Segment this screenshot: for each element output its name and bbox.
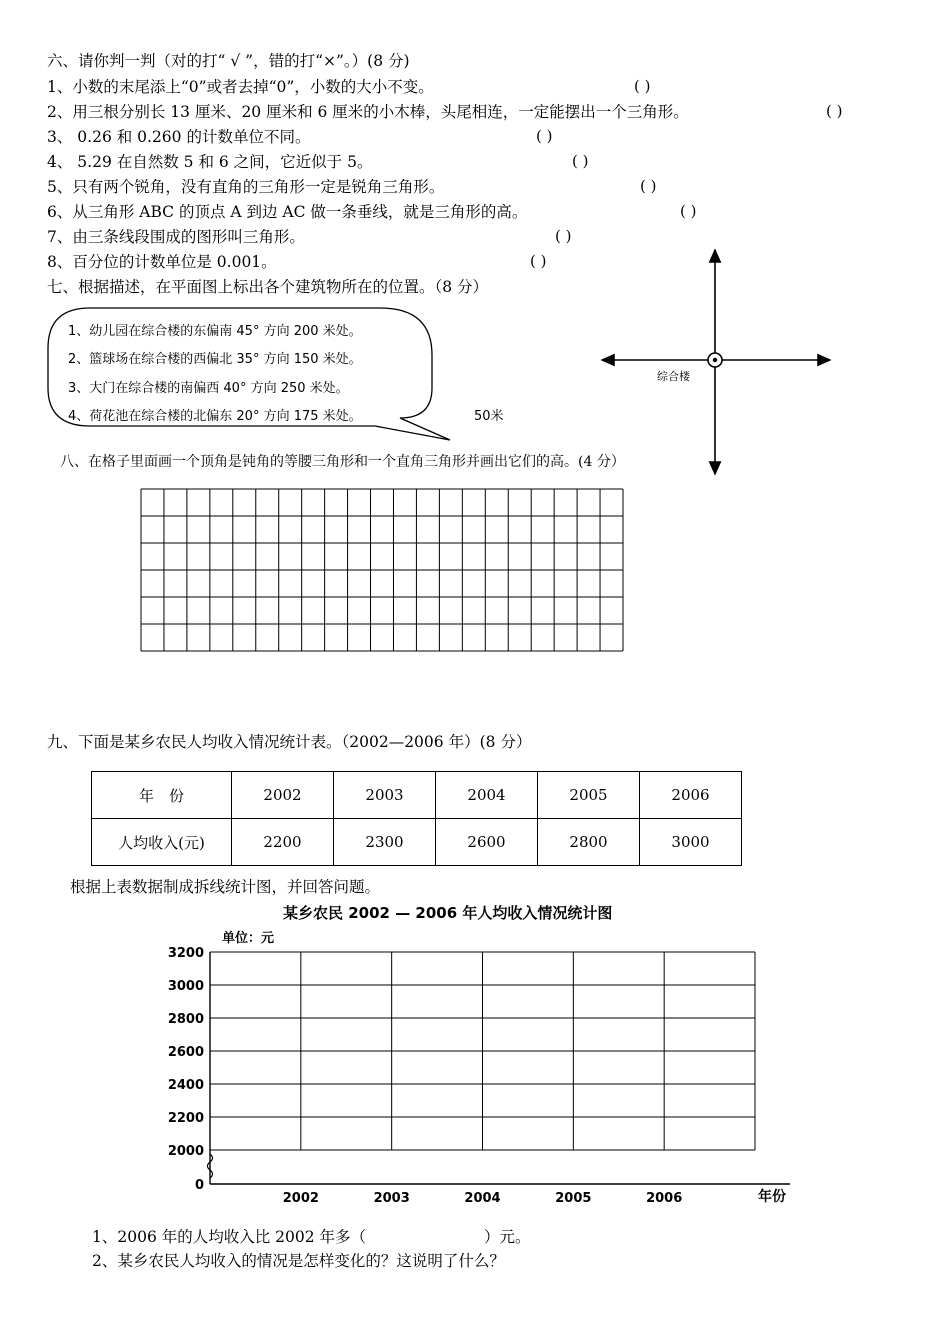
year-cell: 2004 (436, 772, 538, 819)
answer-paren-3[interactable]: ( ) (536, 127, 553, 145)
y-tick-label: 0 (194, 1178, 204, 1193)
x-tick-label: 2003 (373, 1191, 410, 1206)
y-tick-label: 2200 (167, 1111, 204, 1126)
section9-title: 九、下面是某乡农民人均收入情况统计表。（2002—2006 年）(8 分） (47, 733, 532, 751)
bubble-line-3: 3、大门在综合楼的南偏西 40° 方向 250 米处。 (68, 381, 349, 396)
section8-title: 八、在格子里面画一个顶角是钝角的等腰三角形和一个直角三角形并画出它们的高。(4 分） (60, 454, 625, 470)
x-axis-label: 年份 (758, 1189, 786, 1205)
section6-title: 六、请你判一判（对的打“ √ ”，错的打“×”。）(8 分) (47, 52, 410, 70)
table-row (92, 772, 742, 819)
question-1 (92, 1226, 531, 1248)
y-tick-label: 2000 (167, 1144, 204, 1159)
section7-title: 七、根据描述，在平面图上标出各个建筑物所在的位置。（8 分） (47, 278, 489, 296)
income-cell: 2200 (232, 819, 334, 866)
year-cell: 2003 (334, 772, 436, 819)
y-tick-label: 3000 (167, 979, 204, 994)
income-cell: 3000 (640, 819, 742, 866)
chart-title: 某乡农民 2002 — 2006 年人均收入情况统计图 (283, 904, 613, 922)
answer-paren-4[interactable]: ( ) (572, 152, 589, 170)
answer-paren-1[interactable]: ( ) (634, 77, 651, 95)
compass-plan[interactable] (598, 244, 838, 480)
scale-label: 50米 (474, 409, 504, 424)
y-tick-label: 2600 (167, 1045, 204, 1060)
y-tick-label: 3200 (167, 946, 204, 961)
year-cell: 2005 (538, 772, 640, 819)
chart-instruction: 根据上表数据制成拆线统计图，并回答问题。 (70, 878, 381, 896)
x-tick-label: 2005 (555, 1191, 592, 1206)
judge-item-5: 5、只有两个锐角，没有直角的三角形一定是锐角三角形。 (47, 178, 445, 196)
bubble-line-2: 2、篮球场在综合楼的西偏北 35° 方向 150 米处。 (68, 352, 362, 367)
judge-item-1: 1、小数的末尾添上“0”或者去掉“0”，小数的大小不变。 (47, 78, 434, 96)
table-header-income: 人均收入(元) (92, 819, 232, 866)
answer-paren-6[interactable]: ( ) (680, 202, 697, 220)
x-tick-label: 2004 (464, 1191, 501, 1206)
judge-item-3: 3、 0.26 和 0.260 的计数单位不同。 (47, 128, 311, 146)
table-row (92, 819, 742, 866)
year-cell: 2002 (232, 772, 334, 819)
judge-item-4: 4、 5.29 在自然数 5 和 6 之间，它近似于 5。 (47, 153, 373, 171)
income-cell: 2300 (334, 819, 436, 866)
year-cell: 2006 (640, 772, 742, 819)
x-tick-label: 2006 (646, 1191, 683, 1206)
bubble-line-4: 4、荷花池在综合楼的北偏东 20° 方向 175 米处。 (68, 409, 362, 424)
income-line-chart[interactable] (160, 922, 800, 1212)
table-header-year: 年 份 (92, 772, 232, 819)
judge-item-7: 7、由三条线段围成的图形叫三角形。 (47, 228, 305, 246)
drawing-grid[interactable] (140, 488, 626, 654)
answer-paren-2[interactable]: ( ) (826, 102, 843, 120)
income-table (91, 771, 742, 866)
judge-item-6: 6、从三角形 ABC 的顶点 A 到边 AC 做一条垂线，就是三角形的高。 (47, 203, 528, 221)
answer-paren-5[interactable]: ( ) (640, 177, 657, 195)
question-1-suffix: ）元。 (484, 1228, 531, 1246)
income-cell: 2800 (538, 819, 640, 866)
question-2: 2、某乡农民人均收入的情况是怎样变化的？这说明了什么？ (92, 1252, 505, 1270)
center-label: 综合楼 (657, 370, 690, 383)
answer-paren-8[interactable]: ( ) (530, 252, 547, 270)
unit-label: 单位：元 (222, 931, 275, 946)
bubble-line-1: 1、幼儿园在综合楼的东偏南 45° 方向 200 米处。 (68, 324, 362, 339)
judge-item-8: 8、百分位的计数单位是 0.001。 (47, 253, 277, 271)
x-tick-label: 2002 (282, 1191, 319, 1206)
y-tick-label: 2800 (167, 1012, 204, 1027)
answer-paren-7[interactable]: ( ) (555, 227, 572, 245)
y-tick-label: 2400 (167, 1078, 204, 1093)
question-1-prefix: 1、2006 年的人均收入比 2002 年多（ (92, 1228, 367, 1246)
income-cell: 2600 (436, 819, 538, 866)
judge-item-2: 2、用三根分别长 13 厘米、20 厘米和 6 厘米的小木棒，头尾相连，一定能摆出一个三角形。 (47, 103, 689, 121)
